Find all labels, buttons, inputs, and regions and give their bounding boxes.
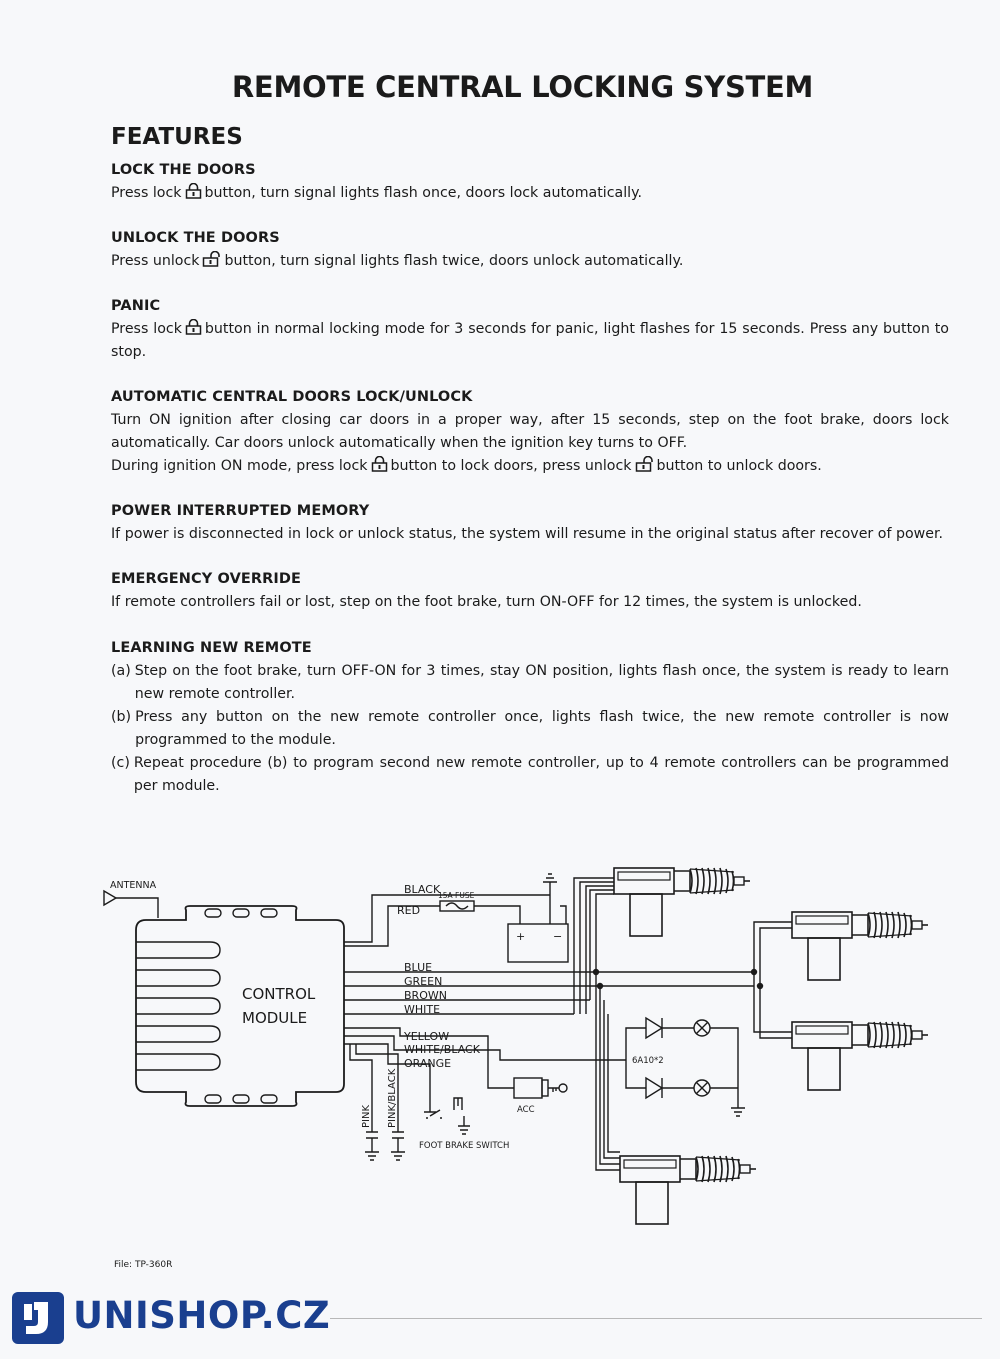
- wiring-diagram: [0, 860, 1000, 1240]
- label-yellow: YELLOW: [404, 1030, 450, 1043]
- label-control: CONTROL: [242, 985, 316, 1003]
- label-pink: PINK: [361, 1104, 372, 1128]
- label-fuse: 15A FUSE: [438, 891, 475, 900]
- section-panic-text: Press lock button in normal locking mode for 3 seconds for panic, light flashes for 15 seconds. Press any button to stop.: [111, 321, 949, 360]
- label-orange: ORANGE: [404, 1057, 452, 1070]
- label-bulbs: 6A10*2: [632, 1056, 664, 1066]
- label-pink-black: PINK/BLACK: [387, 1068, 398, 1128]
- file-reference: File: TP-360R: [114, 1260, 173, 1270]
- lock-icon: [185, 183, 202, 199]
- section-panic-heading: PANIC: [111, 298, 161, 314]
- section-lock-heading: LOCK THE DOORS: [111, 162, 256, 178]
- section-memory-heading: POWER INTERRUPTED MEMORY: [111, 503, 370, 519]
- brand-name: UNISHOP.CZ: [73, 1294, 331, 1337]
- list-item: (c) Repeat procedure (b) to program second new remote controller, up to 4 remote controllers can be programmed per module.: [111, 755, 949, 794]
- label-battery-plus: +: [516, 930, 526, 943]
- label-red: RED: [397, 904, 421, 917]
- features-heading: FEATURES: [111, 124, 243, 150]
- section-lock-text: Press lock button, turn signal lights flash once, doors lock automatically.: [111, 185, 642, 201]
- footer-divider: [330, 1318, 982, 1319]
- unishop-logo-icon: [12, 1292, 64, 1344]
- section-auto-heading: AUTOMATIC CENTRAL DOORS LOCK/UNLOCK: [111, 389, 473, 405]
- label-white: WHITE: [404, 1003, 441, 1016]
- learning-steps: [111, 660, 949, 798]
- section-lock: [111, 162, 949, 205]
- label-blue: BLUE: [404, 961, 433, 974]
- label-battery-minus: −: [553, 930, 563, 943]
- section-override-text: If remote controllers fail or lost, step on the foot brake, turn ON-OFF for 12 times, the system is unlocked.: [111, 594, 862, 610]
- section-auto-text-2: During ignition ON mode, press lock button to lock doors, press unlock button to unlock doors.: [111, 458, 822, 474]
- label-module: MODULE: [242, 1009, 308, 1027]
- section-auto: [111, 389, 949, 478]
- label-brown: BROWN: [404, 989, 447, 1002]
- footer: [10, 1290, 1000, 1350]
- unlock-icon: [635, 456, 654, 472]
- section-override: [111, 571, 949, 614]
- section-memory-text: If power is disconnected in lock or unlock status, the system will resume in the original status after recover of power.: [111, 526, 944, 542]
- section-auto-text-1: Turn ON ignition after closing car doors in a proper way, after 15 seconds, step on the foot brake, doors lock automatically. Car doors unlock automatically when the ignition key turns to OFF.: [111, 412, 949, 451]
- unlock-icon: [202, 251, 221, 267]
- section-unlock-heading: UNLOCK THE DOORS: [111, 230, 280, 246]
- section-learning: [111, 640, 949, 798]
- label-foot-brake: FOOT BRAKE SWITCH: [419, 1141, 510, 1151]
- lock-icon: [371, 456, 388, 472]
- page-title: REMOTE CENTRAL LOCKING SYSTEM: [231, 70, 814, 104]
- label-green: GREEN: [404, 975, 443, 988]
- section-panic: [111, 298, 949, 364]
- section-unlock: [111, 230, 949, 273]
- list-item: (b) Press any button on the new remote controller once, lights flash twice, the new remote controller is now programmed to the module.: [111, 709, 949, 748]
- section-memory: [111, 503, 949, 546]
- label-antenna: ANTENNA: [110, 880, 157, 891]
- label-acc: ACC: [517, 1105, 535, 1115]
- list-item: (a) Step on the foot brake, turn OFF-ON for 3 times, stay ON position, lights flash once, the system is ready to learn new remote controller.: [111, 663, 949, 702]
- lock-icon: [185, 319, 202, 335]
- label-white-black: WHITE/BLACK: [404, 1043, 480, 1056]
- section-learning-heading: LEARNING NEW REMOTE: [111, 640, 312, 656]
- section-unlock-text: Press unlock button, turn signal lights flash twice, doors unlock automatically.: [111, 253, 684, 269]
- section-override-heading: EMERGENCY OVERRIDE: [111, 571, 302, 587]
- label-black: BLACK: [404, 883, 441, 896]
